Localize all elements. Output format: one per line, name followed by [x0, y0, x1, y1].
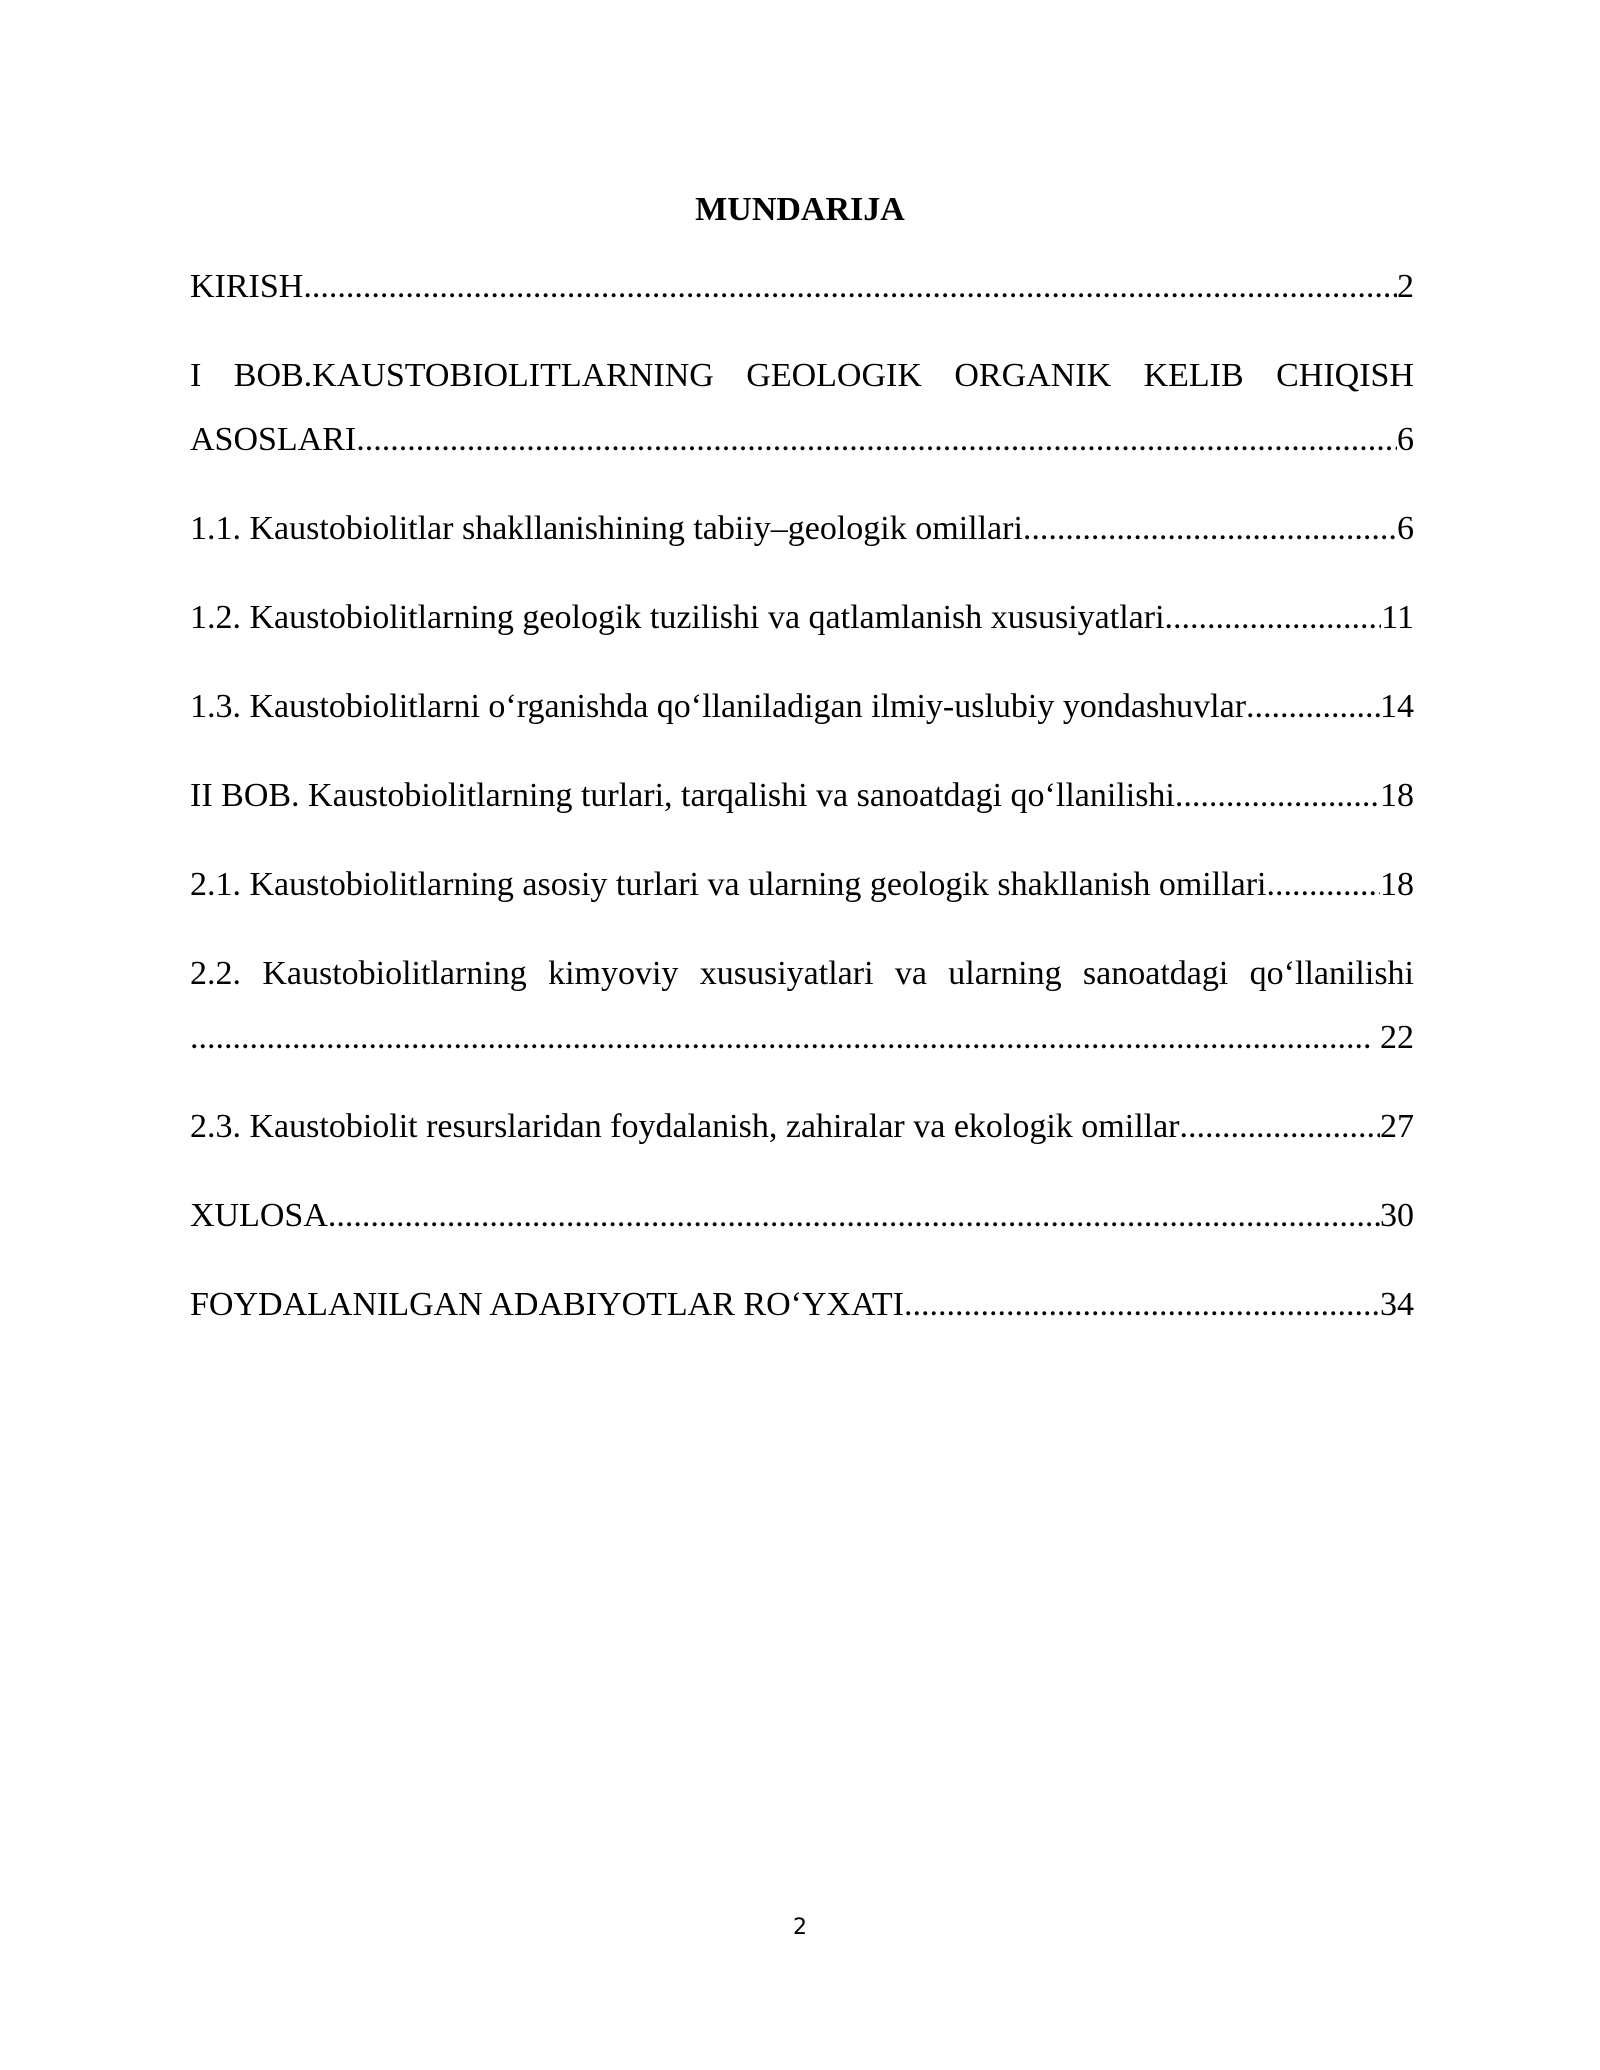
page-title: MUNDARIJA: [695, 191, 905, 228]
toc-entry-chapter-1[interactable]: [190, 344, 1414, 472]
dot-leader: [356, 408, 1397, 472]
toc-entry-text: 1.2. Kaustobiolitlarning geologik tuzilishi va qatlamlanish xususiyatlari: [190, 599, 1165, 636]
toc-entry-text: 1.1. Kaustobiolitlar shakllanishining tabiiy–geologik omillari: [190, 510, 1023, 547]
toc-page-number: 14: [1380, 688, 1414, 725]
toc-page-number: 22: [1380, 1019, 1414, 1056]
toc-entry-text-line1: [190, 942, 1414, 1006]
toc-page-number: 2: [1397, 268, 1414, 305]
toc-page-number: 6: [1397, 510, 1414, 547]
toc-entry-2-3[interactable]: [190, 1095, 1414, 1159]
dot-leader: [1175, 764, 1380, 828]
dot-leader: [1165, 586, 1382, 650]
toc-entry-text: 2.1. Kaustobiolitlarning asosiy turlari va ularning geologik shakllanish omillari.: [190, 866, 1275, 903]
toc-entry-text: II BOB. Kaustobiolitlarning turlari, tarqalishi va sanoatdagi qo‘llanilishi: [190, 777, 1175, 814]
dot-leader: [904, 1273, 1380, 1337]
dot-leader: [1275, 853, 1380, 917]
toc-entry-1-1[interactable]: [190, 497, 1414, 561]
toc-entry-text: I BOB.KAUSTOBIOLITLARNING GEOLOGIK ORGANIK KELIB CHIQISH: [190, 357, 1414, 394]
table-of-contents: [190, 255, 1414, 1362]
toc-entry-text: 2.3. Kaustobiolit resurslaridan foydalanish, zahiralar va ekologik omillar: [190, 1108, 1180, 1145]
dot-leader: [1180, 1095, 1380, 1159]
toc-page-number: 18: [1380, 866, 1414, 903]
dot-leader: [303, 255, 1397, 319]
page-number-footer: 2: [793, 1915, 807, 1940]
toc-entry-2-1[interactable]: [190, 853, 1414, 917]
toc-page-number: 11: [1381, 599, 1414, 636]
toc-entry-references[interactable]: [190, 1273, 1414, 1337]
toc-entry-text: XULOSA: [190, 1197, 328, 1234]
toc-entry-2-2[interactable]: [190, 942, 1414, 1070]
toc-entry-text-line1: [190, 344, 1414, 408]
toc-page-number: 6: [1397, 421, 1414, 458]
dot-leader: [1246, 675, 1380, 739]
toc-entry-text: KIRISH: [190, 268, 304, 305]
toc-entry-1-3[interactable]: [190, 675, 1414, 739]
dot-leader: [190, 1006, 1372, 1070]
toc-entry-chapter-2[interactable]: [190, 764, 1414, 828]
dot-leader: [328, 1184, 1380, 1248]
toc-page-number: 18: [1380, 777, 1414, 814]
toc-entry-xulosa[interactable]: [190, 1184, 1414, 1248]
toc-entry-text: 1.3. Kaustobiolitlarni o‘rganishda qo‘llaniladigan ilmiy-uslubiy yondashuvlar: [190, 688, 1247, 725]
toc-page-number: 27: [1380, 1108, 1414, 1145]
toc-entry-text: 2.2. Kaustobiolitlarning kimyoviy xususiyatlari va ularning sanoatdagi qo‘llanilishi: [190, 955, 1414, 992]
toc-page-number: 34: [1380, 1286, 1414, 1323]
toc-entry-1-2[interactable]: [190, 586, 1414, 650]
toc-entry-kirish[interactable]: [190, 255, 1414, 319]
toc-page-number: 30: [1380, 1197, 1414, 1234]
dot-leader: [1023, 497, 1397, 561]
toc-entry-text-continued: ASOSLARI: [190, 421, 357, 458]
toc-entry-text: FOYDALANILGAN ADABIYOTLAR RO‘YXATI: [190, 1286, 904, 1323]
